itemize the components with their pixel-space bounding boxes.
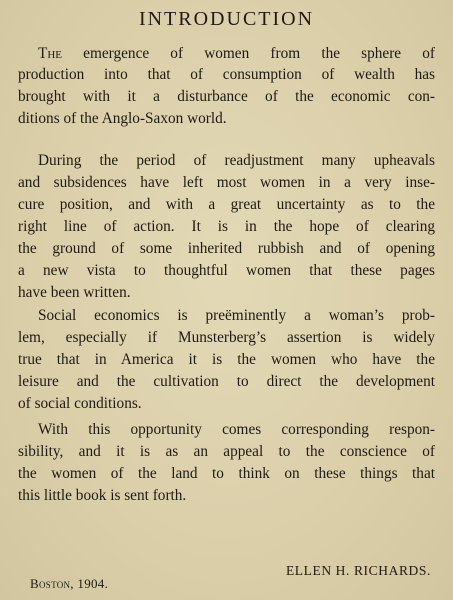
paragraph-1-line-1-text: emergence of women from the sphere of [62,45,435,62]
page-heading: INTRODUCTION [138,8,315,30]
paragraph-2-line-6: a new vista to thoughtful women that these pages [18,262,435,279]
paragraph-4-line-1: With this opportunity comes corresponding respon- [38,421,435,438]
paragraph-4-line-2: sibility, and it is as an appeal to the conscience of [18,443,435,460]
paragraph-3-line-4: leisure and the cultivation to direct the development [18,373,435,390]
paragraph-3-line-5: of social conditions. [18,395,142,412]
paragraph-1-line-2: production into that of consumption of wealth has [18,66,435,83]
paragraph-2-line-7: have been written. [18,284,131,301]
paragraph-4-line-4: this little book is sent forth. [18,487,187,504]
paragraph-3-line-1: Social economics is preëminently a woman’s prob- [38,307,435,324]
place-and-date: Boston, 1904. [30,576,109,591]
paragraph-2-line-3: cure position, and with a great uncertainty as to the [18,196,435,213]
paragraph-1-line-3: brought with it a disturbance of the economic con- [18,88,435,105]
paragraph-1-lead-word: The [38,45,63,62]
author-signature: ELLEN H. RICHARDS. [285,563,431,578]
paragraph-2-line-5: the ground of some inherited rubbish and of opening [18,240,435,257]
paragraph-3-line-3: true that in America it is the women who have the [18,351,435,368]
paragraph-2-line-2: and subsidences have left most women in a very inse- [18,174,435,191]
paragraph-4-line-3: the women of the land to think on these things that [18,465,435,482]
paragraph-1-line-4: ditions of the Anglo-Saxon world. [18,110,227,127]
paragraph-1-line-1 [38,44,435,64]
paragraph-3-line-2: lem, especially if Munsterberg’s assertion is widely [18,329,435,346]
paragraph-2-line-1: During the period of readjustment many upheavals [38,152,435,169]
paragraph-2-line-4: right line of action. It is in the hope of clearing [18,218,435,235]
